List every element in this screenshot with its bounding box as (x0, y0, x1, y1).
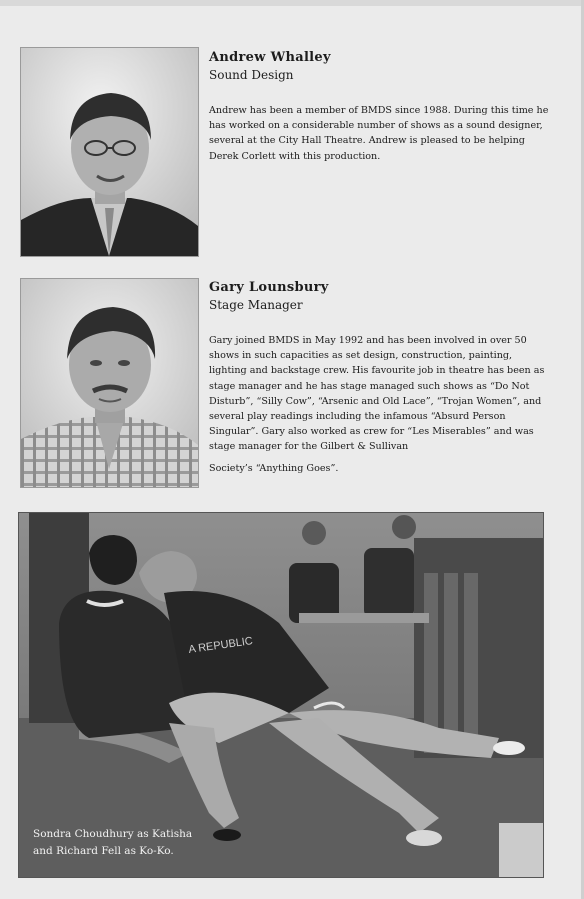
profile-bio (209, 333, 549, 476)
photo-caption (33, 826, 253, 860)
profile-bio-text: Gary joined BMDS in May 1992 and has been involved in over 50 shows in such capacities as set design, construction, painting, lighting and backstage crew. His favourite job in theatre has been as stage manager and he has stage managed such shows as “Do Not Disturb”, “Silly Cow”, “Arsenic and Old Lace”, “Trojan Women”, and several play readings including the infamous “Absurd Person Singular”. Gary also worked as crew for “Les Miserables” and was stage manager for the Gilbert & Sullivan (209, 335, 545, 453)
portrait-gary-lounsbury (20, 278, 199, 488)
bio-gary-lounsbury (209, 280, 549, 476)
caption-line-2: and Richard Fell as Ko-Ko. (33, 845, 174, 857)
production-photo (18, 512, 544, 878)
profile-role: Stage Manager (209, 298, 303, 312)
profile-role: Sound Design (209, 68, 294, 82)
page-top-edge (0, 0, 584, 6)
shirt-lettering: A REPUBLIC (187, 635, 254, 656)
profile-name: Gary Lounsbury (209, 280, 329, 295)
caption-line-1: Sondra Choudhury as Katisha (33, 828, 193, 840)
profile-bio-text: Andrew has been a member of BMDS since 1988. During this time he has worked on a considerable number of shows as a sound designer, several at the City Hall Theatre. Andrew is pleased to be helping Derek Corlett with this production. (209, 105, 549, 162)
portrait-andrew-whalley (20, 47, 199, 257)
profile-bio-tail: Society’s “Anything Goes”. (209, 462, 339, 474)
profile-bio (209, 103, 549, 164)
bio-andrew-whalley (209, 50, 549, 164)
profile-name: Andrew Whalley (209, 50, 331, 65)
